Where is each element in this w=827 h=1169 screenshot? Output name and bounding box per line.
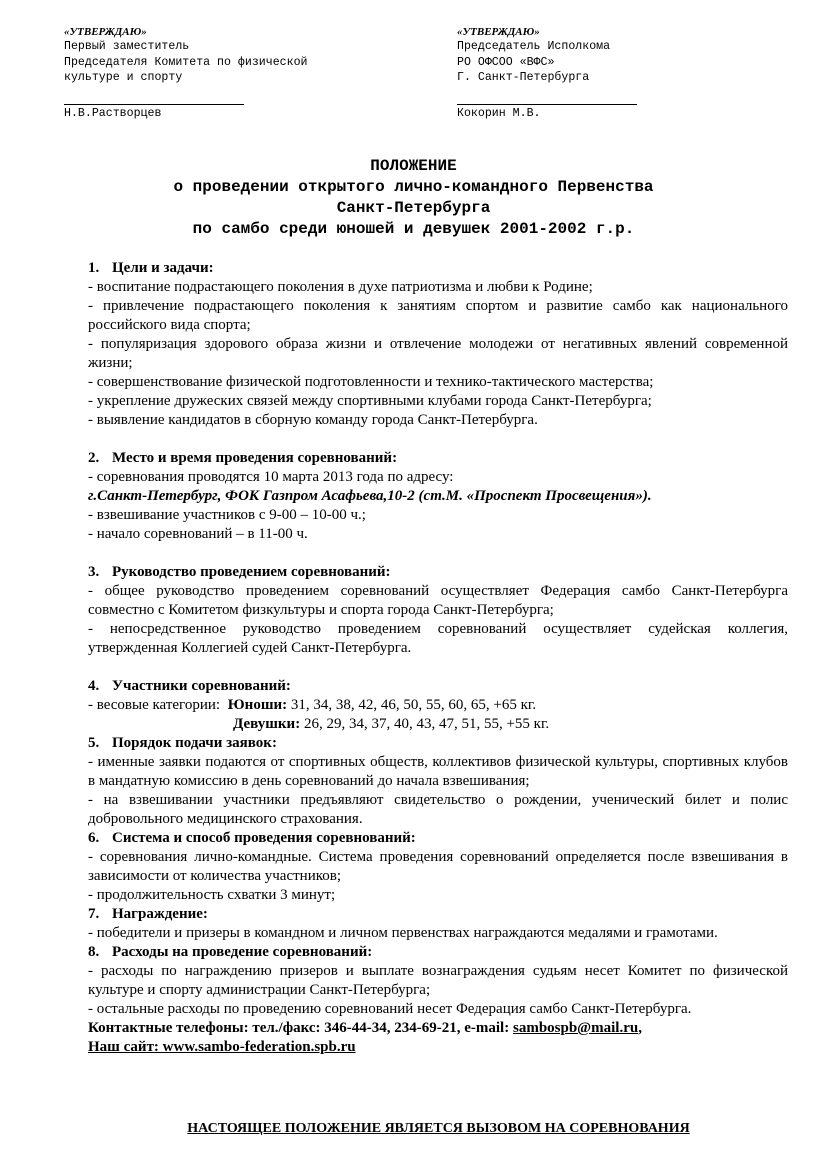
section-heading-3: 3. Руководство проведением соревнований: [88, 564, 391, 580]
section-heading-6: 6. Система и способ проведения соревнований: [88, 830, 416, 846]
section-heading-5: 5. Порядок подачи заявок: [88, 735, 277, 751]
footer-notice: НАСТОЯЩЕЕ ПОЛОЖЕНИЕ ЯВЛЯЕТСЯ ВЫЗОВОМ НА СОРЕВНОВАНИЯ [187, 1121, 690, 1136]
approval-line: Первый заместитель [64, 40, 190, 53]
approval-line: культуре и спорту [64, 71, 183, 84]
section-heading-8: 8. Расходы на проведение соревнований: [88, 944, 373, 960]
document-title [0, 156, 827, 240]
list-item: - на взвешивании участники предъявляют свидетельство о рождении, ученический билет и полис добровольного медицинского страхования. [88, 792, 788, 827]
website [88, 1038, 788, 1057]
list-item: - привлечение подрастающего поколения к занятиям спортом и развитие самбо как национального российского вида спорта; [88, 298, 788, 333]
document-body [88, 259, 788, 1057]
list-item: - выявление кандидатов в сборную команду города Санкт-Петербурга. [88, 412, 538, 428]
list-item: - расходы по награждению призеров и выплате вознаграждения судьям несет Комитет по физической культуре и спорту администрации Санкт-Петербурга; [88, 963, 788, 998]
approval-heading: «УТВЕРЖДАЮ» [457, 26, 540, 38]
list-item: - остальные расходы по проведению соревнований несет Федерация самбо Санкт-Петербурга. [88, 1001, 692, 1017]
approval-line: Председатель Исполкома [457, 40, 611, 53]
list-item: - популяризация здорового образа жизни и отвлечение молодежи от негативных явлений современной жизни; [88, 336, 788, 371]
section-heading-1: 1. Цели и задачи: [88, 260, 214, 276]
list-item: - воспитание подрастающего поколения в духе патриотизма и любви к Родине; [88, 279, 593, 295]
list-item: - соревнования проводятся 10 марта 2013 года по адресу: [88, 469, 454, 485]
section-heading-2: 2. Место и время проведения соревнований: [88, 450, 398, 466]
title-line: о проведении открытого лично-командного Первенства [173, 178, 654, 196]
weight-row-girls: Девушки: 26, 29, 34, 37, 40, 43, 47, 51, 55, +55 кг. [233, 716, 550, 732]
approval-heading: «УТВЕРЖДАЮ» [64, 26, 147, 38]
signature-line [457, 103, 637, 105]
section-heading-4: 4. Участники соревнований: [88, 678, 291, 694]
approval-line: РО ОФСОО «ВФС» [457, 55, 555, 69]
email-link[interactable]: sambospb@mail.ru [512, 1020, 639, 1036]
approval-signature: Кокорин М.В. [457, 106, 541, 120]
approval-signature: Н.В.Растворцев [64, 106, 162, 120]
list-item: - победители и призеры в командном и личном первенствах награждаются медалями и грамотами. [88, 925, 718, 941]
list-item: - начало соревнований – в 11-00 ч. [88, 526, 308, 542]
list-item: - продолжительность схватки 3 минут; [88, 887, 336, 903]
title-line: по самбо среди юношей и девушек 2001-2002 г.р. [192, 220, 635, 238]
signature-line [64, 103, 244, 105]
section-heading-7: 7. Награждение: [88, 906, 208, 922]
approval-block-right [457, 26, 777, 121]
approval-block-left [64, 26, 384, 121]
list-item: - укрепление дружеских связей между спортивными клубами города Санкт-Петербурга; [88, 393, 652, 409]
venue-address: г.Санкт-Петербург, ФОК Газпром Асафьева,10-2 (ст.М. «Проспект Просвещения»). [88, 488, 652, 504]
list-item: - непосредственное руководство проведением соревнований осуществляет судейская коллегия, утвержденная Коллегией судей Санкт-Петербурга. [88, 621, 788, 656]
contacts: Контактные телефоны: тел./факс: 346-44-34, 234-69-21, e-mail: sambospb@mail.ru, [88, 1020, 642, 1036]
list-item: - взвешивание участников с 9-00 – 10-00 ч.; [88, 507, 366, 523]
approval-line: Г. Санкт-Петербурга [457, 71, 590, 84]
approval-line: Председателя Комитета по физической [64, 55, 308, 69]
weight-row-boys: - весовые категории: Юноши: 31, 34, 38, 42, 46, 50, 55, 60, 65, +65 кг. [88, 697, 537, 713]
title-line: ПОЛОЖЕНИЕ [370, 157, 457, 175]
list-item: - общее руководство проведением соревнований осуществляет Федерация самбо Санкт-Петербурга совместно с Комитетом физкультуры и спорта города Санкт-Петербурга; [88, 583, 788, 618]
list-item: - соревнования лично-командные. Система проведения соревнований определяется после взвешивания в зависимости от количества участников; [88, 849, 788, 884]
website-link[interactable]: Наш сайт: www.sambo-federation.spb.ru [88, 1039, 356, 1055]
title-line: Санкт-Петербурга [336, 199, 491, 217]
list-item: - именные заявки подаются от спортивных обществ, коллективов физической культуры, спортивных клубов в мандатную комиссию в день соревнований до начала взвешивания; [88, 754, 788, 789]
list-item: - совершенствование физической подготовленности и технико-тактического мастерства; [88, 374, 654, 390]
